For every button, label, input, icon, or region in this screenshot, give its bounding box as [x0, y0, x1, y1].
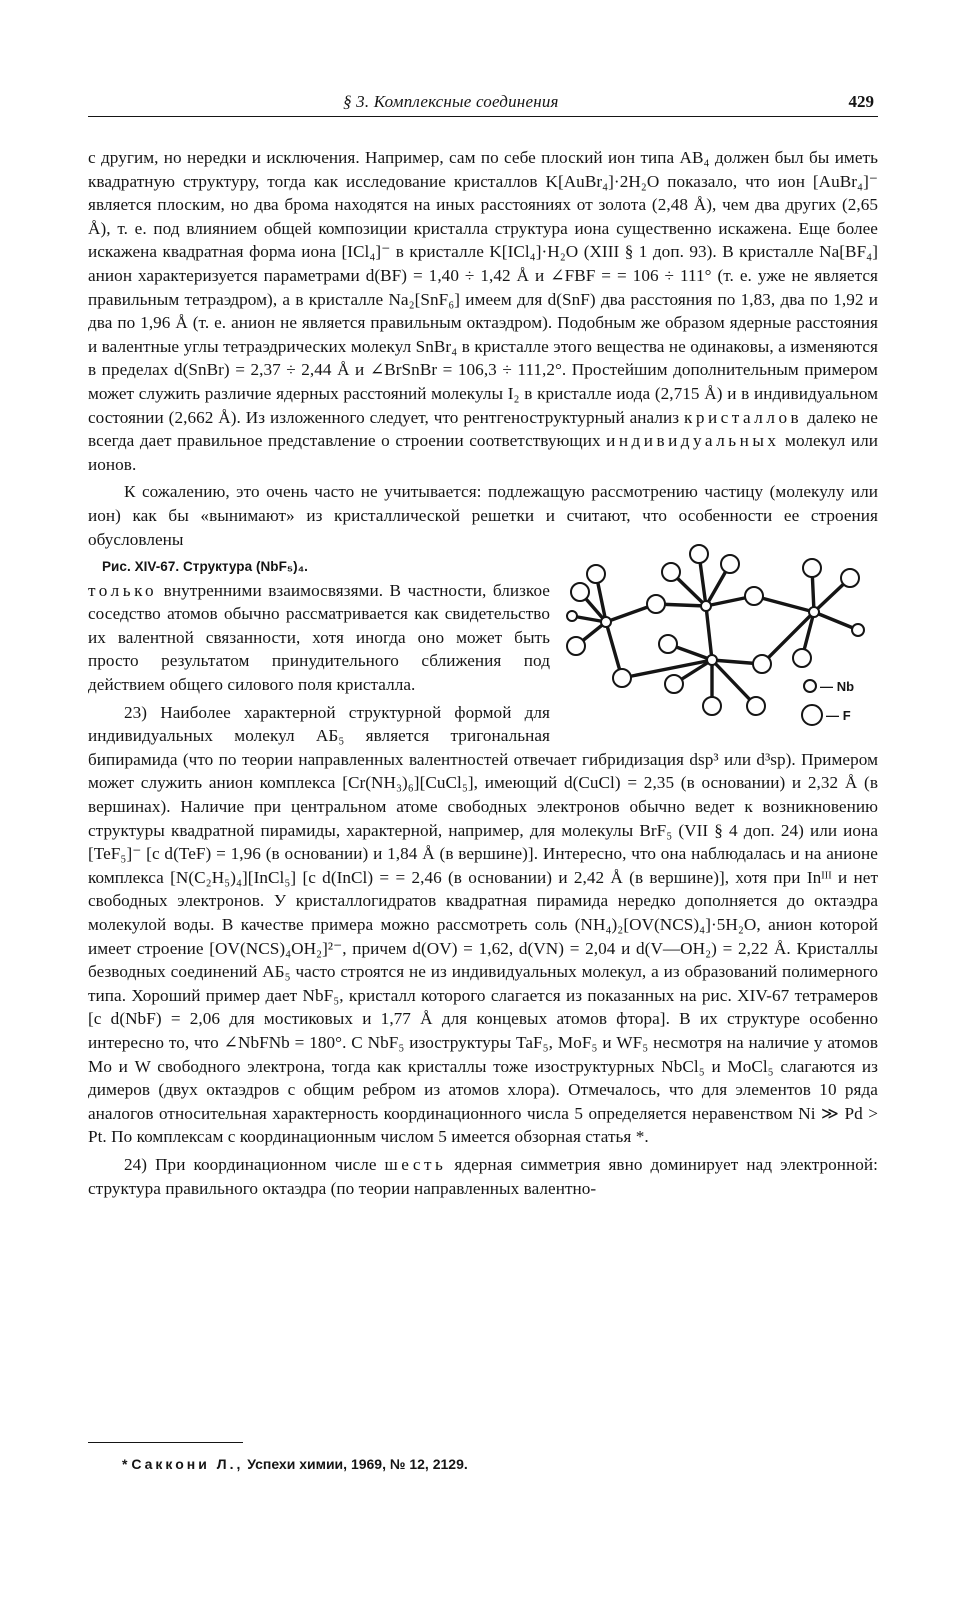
- spaced-word-only: только: [88, 580, 158, 600]
- footnote-marker: *: [122, 1456, 128, 1472]
- footnote-reference: Успехи химии, 1969, № 12, 2129.: [247, 1456, 468, 1472]
- f-atom: [613, 669, 631, 687]
- page-number: 429: [848, 92, 874, 111]
- paragraph-1-text: с другим, но нередки и исключения. Например, сам по себе плоский ион типа AB₄ должен был бы иметь квадратную структуру, тогда как исследование кристаллов K[AuBr₄]·2H₂O показало, что ион [AuBr₄]⁻ является плоским, но два брома находятся на иных расстояниях от золота (2,48 Å), чем два других (2,65 Å), т. е. под влиянием общей композиции кристалла структура иона существенно искажена. Еще более искажена квадратная форма иона [ICl₄]⁻ в кристалле K[ICl₄]·H₂O (XIII § 1 доп. 93). В кристалле Na[BF₄] анион характеризуется параметрами d(BF) = 1,40 ÷ 1,42 Å и ∠FBF = = 106 ÷ 111° (т. е. уже не является правильным тетраэдром), а в кристалле Na₂[SnF₆] имеем для d(SnF) два расстояния по 1,83, два по 1,92 и два по 1,96 Å (т. е. анион не является правильным октаэдром). Подобным же образом ядерные расстояния и валентные углы тетраэдрических молекул SnBr₄ в кристалле этого вещества не одинаковы, а изменяются в пределах d(SnBr) = 2,37 ÷ 2,44 Å и ∠BrSnBr = 106,3 ÷ 111,2°. Простейшим дополнительным примером может служить различие ядерных расстояний молекулы I₂ в кристалле иода (2,715 Å) и в индивидуальном состоянии (2,662 Å). Из изложенного следует, что рентгеноструктурный анализ: [88, 148, 878, 427]
- f-atom: [841, 569, 859, 587]
- f-atom: [793, 649, 811, 667]
- legend-f-symbol: [802, 705, 822, 725]
- f-atom: [571, 583, 589, 601]
- f-atom: [567, 637, 585, 655]
- nb-atom: [707, 655, 717, 665]
- paragraph-3: 23) Наиболее характерной структурной формой для индивидуальных молекул AБ₅ является тригональная бипирамида (что по теории направленных валентностей отвечает гибридизация dsp³ или d³sp). Примером может служить анион комплекса [Cr(NH₃)₆][CuCl₅], имеющий d(CuCl) = 2,35 (в основании) и 2,32 Å (в вершинах). Наличие при центральном атоме свободных электронов обычно ведет к возникновению структуры квадратной пирамиды, характерной, например, для молекулы BrF₅ (VII § 4 доп. 24) или иона [TeF₅]⁻ [с d(TeF) = 1,96 (в основании) и 1,84 Å (в вершине)]. Интересно, что она наблюдалась и на анионе комплекса [N(C₂H₅)₄][InCl₅] [с d(InCl) = = 2,46 (в основании) и 2,42 Å (в вершине)], хотя при Inᴵᴵᴵ и нет свободных электронов. У кристаллогидратов квадратная пирамида нередко дополняется до октаэдра молекулой воды. В качестве примера можно рассмотреть соль (NH₄)₂[OV(NCS)₄]·5H₂O, анион которой имеет строение [OV(NCS)₄OH₂]²⁻, причем d(OV) = 1,62, d(VN) = 2,04 и d(V—OH₂) = 2,22 Å. Кристаллы безводных соединений AБ₅ часто строятся не из индивидуальных молекул, а из образований полимерного типа. Хороший пример дает NbF₅, кристалл которого слагается из показанных на рис. XIV-67 тетрамеров [с d(NbF) = 2,06 для мостиковых и 1,77 Å для концевых атомов фтора]. В их структуре особенно интересно то, что ∠NbFNb = 180°. С NbF₅ изоструктуры TaF₅, MoF₅ и WF₅ несмотря на наличие у атомов Mo и W свободного электрона, тогда как кристаллы тоже изоструктурных NbCl₅ и MoCl₅ слагаются из димеров (двух октаэдров с общим ребром из атомов хлора). Отмечалось, что для элементов 10 ряда аналогов относительная характерность координационного числа 5 определяется неравенством Ni ≫ Pd > Pt. По комплексам с координационным числом 5 имеется обзорная статья *.: [88, 702, 878, 1147]
- body-text: [88, 146, 878, 1200]
- f-atom: [665, 675, 683, 693]
- spaced-word-crystals: кристаллов: [684, 407, 803, 427]
- f-atom: [753, 655, 771, 673]
- legend-f-label: — F: [826, 707, 851, 723]
- f-atom: [721, 555, 739, 573]
- nb-atom: [601, 617, 611, 627]
- f-atom: [662, 563, 680, 581]
- paragraph-4-end: ядерная симметрия явно доминирует над электронной: структура правильного октаэдра (по теории направленных валентно-: [88, 1154, 878, 1198]
- footnote: [122, 1456, 468, 1472]
- paragraph-1-mid: далеко не всегда дает правильное представление о строении соответствующих: [88, 407, 878, 451]
- running-title: § 3. Комплексные соединения: [343, 92, 559, 111]
- spaced-word-individual: индивидуальных: [606, 431, 780, 451]
- legend-nb-label: — Nb: [820, 678, 855, 694]
- footnote-author: Саккони Л.,: [131, 1456, 244, 1472]
- f-atom: [747, 697, 765, 715]
- f-atom: [690, 545, 708, 563]
- footnote-rule: [88, 1442, 243, 1443]
- legend: [802, 679, 854, 725]
- f-atom: [659, 635, 677, 653]
- paragraph-2-end: внутренними взаимосвязями. В частности, близкое соседство атомов обычно рассматривается как свидетельство их валентной связанности, хотя иногда оно может быть просто результатом принудительного сближения под действием общего силового поля кристалла.: [88, 580, 550, 695]
- paragraph-4: [88, 1153, 878, 1200]
- paragraph-4-start: 24) При координационном числе: [124, 1154, 377, 1174]
- f-atom: [647, 595, 665, 613]
- nb-atom: [701, 601, 711, 611]
- nb-atom: [809, 607, 819, 617]
- legend-nb-symbol: [804, 680, 816, 692]
- f-atom: [567, 611, 577, 621]
- running-header: [88, 92, 878, 117]
- f-atom: [587, 565, 605, 583]
- f-atom: [852, 624, 864, 636]
- spaced-word-six: шесть: [384, 1154, 447, 1174]
- paragraph-2-start: К сожалению, это очень часто не учитывается: подлежащую рассмотрению частицу (молекулу или ион) как бы «вынимают» из кристаллической решетки и считают, что особенности ее строения обусловлены: [88, 482, 878, 549]
- f-atom: [745, 587, 763, 605]
- paragraph-1: [88, 146, 878, 476]
- figure-nbf5-tetramer: [566, 534, 878, 739]
- f-atom: [803, 559, 821, 577]
- f-atom: [703, 697, 721, 715]
- nbf5-structure-diagram: [566, 534, 866, 739]
- figure-caption: Рис. XIV-67. Структура (NbF₅)₄.: [102, 559, 308, 575]
- paragraph-1-end: молекул или ионов.: [88, 431, 878, 474]
